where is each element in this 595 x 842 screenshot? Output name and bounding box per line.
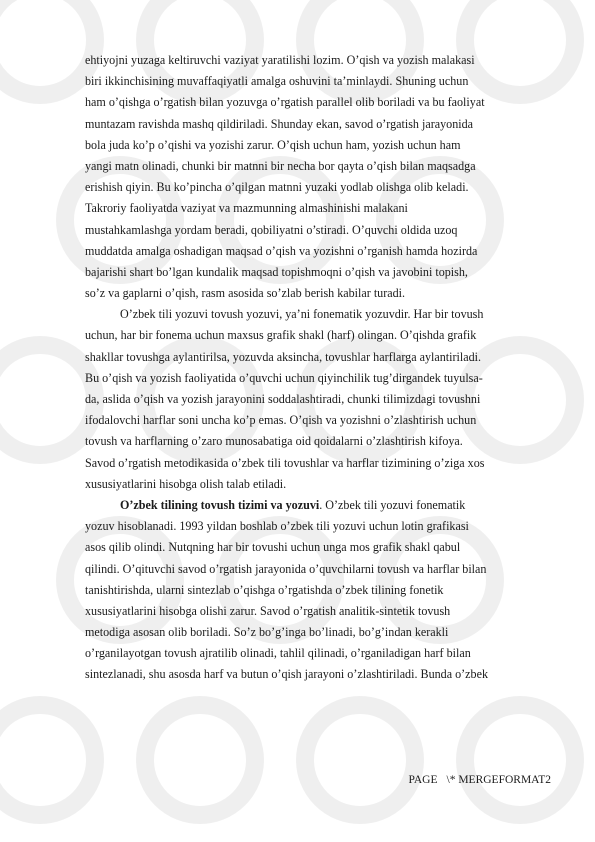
paragraph-start-line: [85, 495, 555, 516]
text-line: xususiyatlarini hisobga olishi zarur. Savod o’rgatish analitik-sintetik tovush: [85, 603, 451, 618]
text-line: da, aslida o’qish va yozish jarayonini soddalashtiradi, chunki tilimizdagi tovushni: [85, 392, 481, 406]
page-field-code: \* MERGEFORMAT2: [446, 774, 551, 786]
text-line: yangi matn olinadi, chunki bir matnni bir necha bor qayta o’qish bilan maqsadga: [85, 158, 476, 173]
section-heading: O’zbek tilining tovush tizimi va yozuvi: [120, 497, 320, 512]
text-line: muddatda amalga oshadigan maqsad o’qish va yozishni o’rganish hamda hozirda: [85, 243, 478, 258]
text-line: bola juda ko’p o’qishi va yozishi zarur. O’qish uchun ham, yozish uchun ham: [85, 137, 461, 152]
text-line: muntazam ravishda mashq qildiriladi. Shunday ekan, savod o’rgatish jarayonida: [85, 116, 474, 131]
text-line: erishish qiyin. Bu ko’pincha o’qilgan matnni yuzaki yodlab olishga olib keladi.: [85, 180, 469, 195]
text-line: so’z va gaplarni o’qish, rasm asosida so’zlab berish kabilar turadi.: [85, 286, 406, 301]
text-line: bajarishi shart bo’lgan kundalik maqsad topishmoqni o’qish va javobini topish,: [85, 264, 468, 279]
text-line: tanishtirishda, ularni sintezlab o’qishga o’rgatishda o’zbek tilining fonetik: [85, 582, 444, 597]
text-line: xususiyatlarini hisobga olish talab etiladi.: [85, 476, 287, 491]
page-footer: [409, 773, 551, 787]
text-line: asos qilib olindi. Nutqning har bir tovushi uchun unga mos grafik shakl qabul: [85, 540, 461, 555]
document-body: [85, 50, 555, 686]
text-line: o’rganilayotgan tovush ajratilib olinadi, tahlil qilinadi, o’rganiladigan harf bilan: [85, 646, 471, 661]
text-line: mustahkamlashga yordam beradi, qobiliyatni o’stiradi. O’quvchi oldida uzoq: [85, 222, 458, 237]
text-line: uchun, har bir fonema uchun maxsus grafik shakl (harf) olingan. O’qishda grafik: [85, 328, 477, 343]
text-line: Takroriy faoliyatda vaziyat va mazmunning almashinishi malakani: [85, 201, 408, 216]
text-line: biri ikkinchisining muvaffaqiyatli amalga oshuvini ta’minlaydi. Shuning uchun: [85, 74, 469, 89]
text-line: yozuv hisoblanadi. 1993 yildan boshlab o’zbek tili yozuvi uchun lotin grafikasi: [85, 519, 469, 534]
text-line: tovush va harflarning o’zaro munosabatiga oid qoidalarni o’zlashtirish kifoya.: [85, 434, 463, 449]
text-line: Savod o’rgatish metodikasida o’zbek tili tovushlar va harflar tizimining o’ziga xos: [85, 455, 485, 470]
text-line: shakllar tovushga aylantirilsa, yozuvda aksincha, tovushlar harflarga aylantiriladi.: [85, 349, 482, 364]
text-line: ehtiyojni yuzaga keltiruvchi vaziyat yaratilishi lozim. O’qish va yozish malakasi: [85, 53, 475, 67]
heading-continuation-text: . O’zbek tili yozuvi fonematik: [319, 497, 466, 512]
text-line: ham o’qishga o’rgatish bilan yozuvga o’rgatish parallel olib boriladi va bu faoliyat: [85, 95, 485, 110]
text-line: sintezlanadi, shu asosda harf va butun o’qish jarayoni o’zlashtiriladi. Bunda o’zbek: [85, 667, 489, 682]
text-line: Bu o’qish va yozish faoliyatida o’quvchi uchun qiyinchilik tug’dirgandek tuyulsa-: [85, 370, 483, 385]
text-line: ifodalovchi harflar soni uncha ko’p emas. O’qish va yozishni o’zlashtirish uchun: [85, 413, 477, 428]
text-line: metodiga asosan olib boriladi. So’z bo’g’inga bo’linadi, bo’g’indan kerakli: [85, 625, 449, 640]
text-line: qilindi. O’qituvchi savod o’rgatish jarayonida o’quvchilarni tovush va harflar bilan: [85, 561, 487, 576]
page-field-label: PAGE: [408, 774, 438, 786]
paragraph-start-line: O’zbek tili yozuvi tovush yozuvi, ya’ni fonematik yozuvdir. Har bir tovush: [120, 307, 484, 322]
